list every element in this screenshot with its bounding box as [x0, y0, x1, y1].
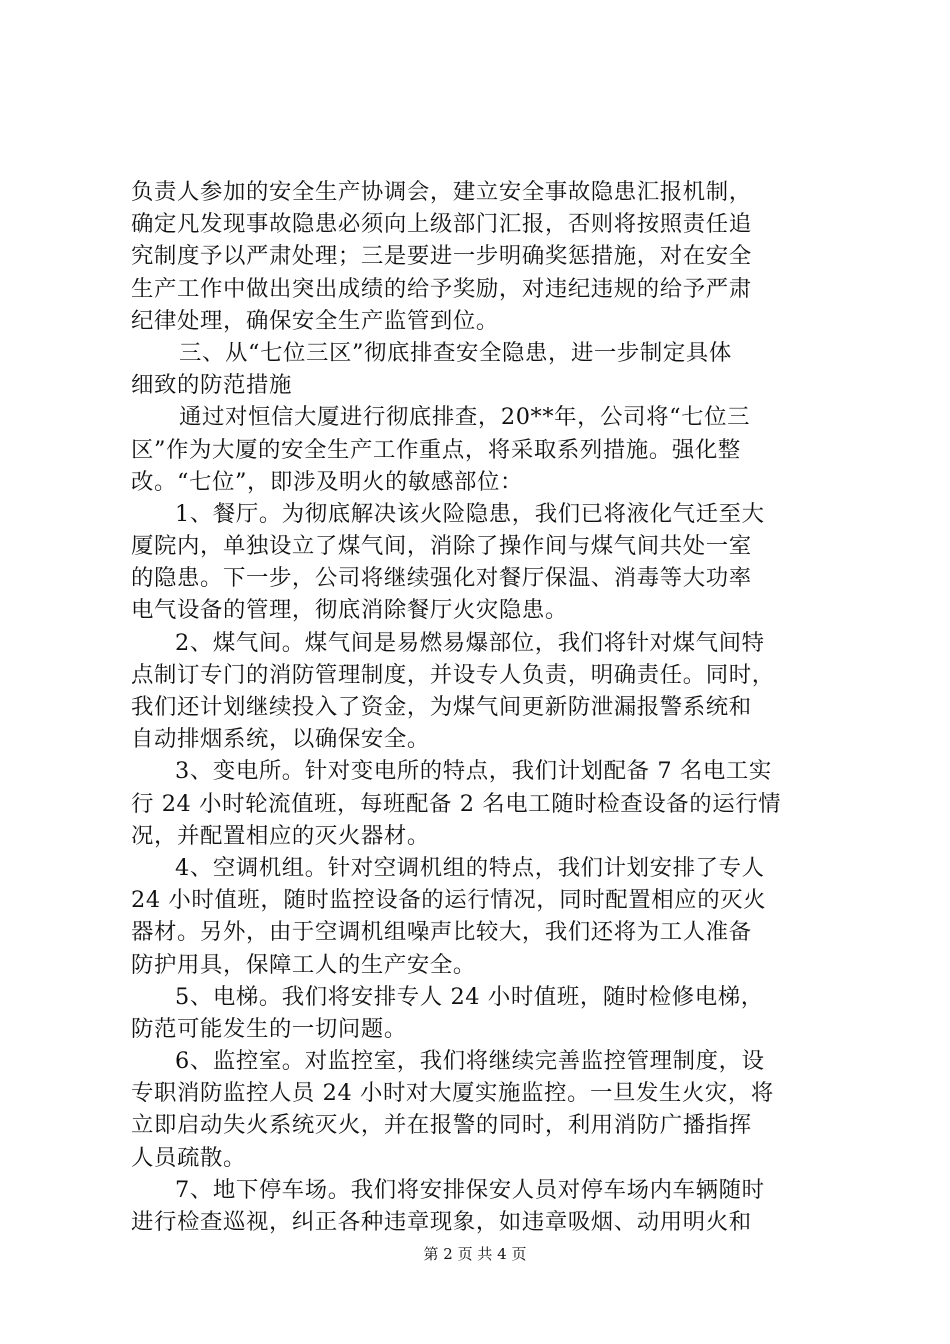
text-line: 我们还计划继续投入了资金，为煤气间更新防泄漏报警系统和 [131, 694, 752, 720]
list-item-line: 4、空调机组。针对空调机组的特点，我们计划安排了专人 [175, 854, 765, 881]
list-item-line: 7、地下停车场。我们将安排保安人员对停车场内车辆随时 [175, 1176, 765, 1203]
page-number-footer: 第 2 页 共 4 页 [423, 1245, 527, 1263]
text-line: 生产工作中做出突出成绩的给予奖励，对违纪违规的给予严肃 [131, 275, 752, 302]
text-line: 防护用具，保障工人的生产安全。 [131, 951, 476, 978]
list-item-line: 2、煤气间。煤气间是易燃易爆部位，我们将针对煤气间特 [175, 629, 765, 656]
list-item-line: 6、监控室。对监控室，我们将继续完善监控管理制度，设 [175, 1048, 765, 1075]
text-line: 防范可能发生的一切问题。 [131, 1015, 407, 1042]
text-line: 电气设备的管理，彻底消除餐厅火灾隐患。 [131, 597, 568, 624]
list-item-line: 5、电梯。我们将安排专人 24 小时值班，随时检修电梯， [175, 983, 764, 1010]
text-line: 立即启动失火系统灭火，并在报警的同时，利用消防广播指挥 [131, 1112, 752, 1139]
text-line: 究制度予以严肃处理；三是要进一步明确奖惩措施，对在安全 [131, 243, 752, 270]
text-line: 行 24 小时轮流值班，每班配备 2 名电工随时检查设备的运行情 [131, 790, 782, 817]
text-line: 自动排烟系统，以确保安全。 [131, 726, 430, 753]
text-line: 24 小时值班，随时监控设备的运行情况，同时配置相应的灭火 [131, 887, 767, 914]
text-line: 人员疏散。 [131, 1144, 246, 1171]
text-line: 纪律处理，确保安全生产监管到位。 [131, 307, 499, 334]
text-line: 进行检查巡视，纠正各种违章现象，如违章吸烟、动用明火和 [131, 1209, 752, 1235]
text-line: 况，并配置相应的灭火器材。 [131, 822, 430, 849]
section-heading-line: 细致的防范措施 [131, 372, 292, 399]
text-line: 器材。另外，由于空调机组噪声比较大，我们还将为工人准备 [131, 919, 752, 946]
document-body [131, 176, 831, 1238]
text-line: 负责人参加的安全生产协调会，建立安全事故隐患汇报机制， [131, 179, 752, 205]
text-line: 区”作为大厦的安全生产工作重点，将采取系列措施。强化整 [131, 436, 741, 463]
list-item-line: 1、餐厅。为彻底解决该火险隐患，我们已将液化气迁至大 [175, 500, 765, 527]
text-line: 的隐患。下一步，公司将继续强化对餐厅保温、消毒等大功率 [131, 565, 752, 592]
list-item-line: 3、变电所。针对变电所的特点，我们计划配备 7 名电工实 [175, 758, 772, 785]
section-heading-line: 三、从“七位三区”彻底排查安全隐患，进一步制定具体 [179, 339, 732, 366]
text-line: 专职消防监控人员 24 小时对大厦实施监控。一旦发生火灾，将 [131, 1080, 774, 1107]
text-line: 通过对恒信大厦进行彻底排查，20**年，公司将“七位三 [179, 404, 751, 431]
text-line: 点制订专门的消防管理制度，并设专人负责，明确责任。同时， [131, 661, 775, 688]
text-line: 确定凡发现事故隐患必须向上级部门汇报，否则将按照责任追 [131, 211, 752, 238]
text-line: 改。“七位”，即涉及明火的敏感部位： [131, 468, 523, 495]
text-line: 厦院内，单独设立了煤气间，消除了操作间与煤气间共处一室 [131, 533, 752, 560]
